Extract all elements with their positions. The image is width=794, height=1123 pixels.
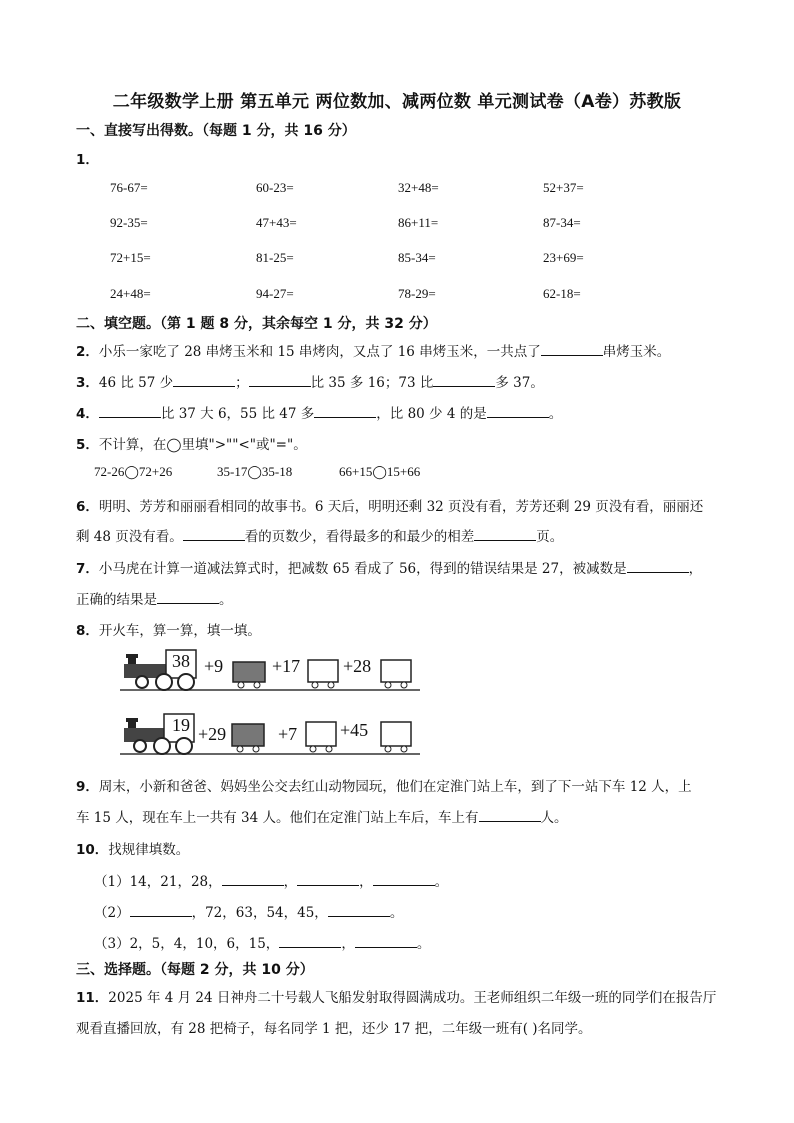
q10-number: 10． bbox=[76, 842, 109, 858]
q7-text: 小马虎在计算一道减法算式时，把减数 65 看成了 56，得到的错误结果是 27，被减数是 bbox=[98, 561, 627, 577]
q10-sequence: （3）2，5，4，10，6，15， bbox=[94, 936, 280, 952]
answer-blank[interactable] bbox=[433, 374, 495, 387]
q6-text: 剩 48 页没有看。 bbox=[76, 529, 183, 545]
q10-part-1 bbox=[94, 870, 448, 890]
answer-blank[interactable] bbox=[130, 904, 192, 917]
q9-number: 9． bbox=[76, 779, 99, 795]
q7-text: ， bbox=[688, 561, 703, 577]
calc-item: 62-18= bbox=[543, 286, 581, 301]
q4-text: ，比 80 少 4 的是 bbox=[376, 406, 487, 422]
answer-blank[interactable] bbox=[487, 405, 549, 418]
q8-text: 开火车，算一算，填一填。 bbox=[98, 623, 261, 639]
train-1 bbox=[120, 646, 420, 694]
answer-blank[interactable] bbox=[355, 935, 417, 948]
compare-item[interactable]: 72-26◯72+26 bbox=[94, 464, 173, 479]
answer-blank[interactable] bbox=[99, 405, 161, 418]
q6-text: 页。 bbox=[536, 529, 564, 545]
answer-blank[interactable] bbox=[627, 560, 689, 573]
section-1-heading: 一、直接写出得数。（每题 1 分，共 16 分） bbox=[76, 123, 356, 139]
calc-item: 86+11= bbox=[398, 215, 439, 230]
q10-part-2 bbox=[94, 901, 403, 921]
question-9 bbox=[76, 775, 692, 795]
q9-text: 周末，小新和爸爸、妈妈坐公交去红山动物园玩，他们在定淮门站上车，到了下一站下车 12 人，上 bbox=[98, 779, 692, 795]
train-operation: +7 bbox=[278, 724, 298, 744]
answer-blank[interactable] bbox=[314, 405, 376, 418]
q5-number: 5． bbox=[76, 437, 99, 453]
q3-number: 3． bbox=[76, 375, 99, 391]
answer-blank[interactable] bbox=[474, 528, 536, 541]
calc-item: 78-29= bbox=[398, 286, 436, 301]
calc-item: 24+48= bbox=[110, 286, 151, 301]
q3-text: ； bbox=[235, 375, 249, 391]
answer-blank[interactable] bbox=[373, 873, 435, 886]
q10-sequence: ，72，63，54，45， bbox=[191, 905, 328, 921]
calc-item: 23+69= bbox=[543, 250, 584, 265]
q6-number: 6． bbox=[76, 499, 99, 515]
q6-text: 看的页数少，看得最多的和最少的相差 bbox=[244, 529, 475, 545]
q11-number: 11． bbox=[76, 990, 109, 1006]
train-operation: +29 bbox=[198, 724, 227, 744]
q8-number: 8． bbox=[76, 623, 99, 639]
page-title: 二年级数学上册 第五单元 两位数加、减两位数 单元测试卷（A卷）苏教版 bbox=[112, 92, 682, 112]
question-3 bbox=[76, 371, 544, 391]
section-3-heading: 三、选择题。（每题 2 分，共 10 分） bbox=[76, 962, 314, 978]
train-start-number: 38 bbox=[172, 651, 190, 671]
comma: ， bbox=[359, 874, 373, 890]
q3-text: 多 37。 bbox=[495, 375, 544, 391]
question-5 bbox=[76, 433, 307, 453]
q11-text: 2025 年 4 月 24 日神舟二十号载人飞船发射取得圆满成功。王老师组织二年级一班的同学们在报告厅 bbox=[108, 990, 717, 1006]
question-7-cont bbox=[76, 588, 233, 608]
q4-text: 比 37 大 6，55 比 47 多 bbox=[160, 406, 315, 422]
calc-item: 85-34= bbox=[398, 250, 436, 265]
calc-item: 72+15= bbox=[110, 250, 151, 265]
calc-item: 52+37= bbox=[543, 180, 584, 195]
calc-item: 60-23= bbox=[256, 180, 294, 195]
compare-item[interactable]: 35-17◯35-18 bbox=[217, 464, 293, 479]
q5-text: 不计算，在◯里填">""<"或"="。 bbox=[98, 437, 307, 453]
q9-text: 人。 bbox=[540, 810, 568, 826]
answer-blank[interactable] bbox=[183, 528, 245, 541]
q11-text: 观看直播回放，有 28 把椅子，每名同学 1 把，还少 17 把，二年级一班有( )名同学。 bbox=[76, 1021, 592, 1037]
train-operation: +17 bbox=[272, 656, 301, 676]
question-7 bbox=[76, 557, 702, 577]
train-start-number: 19 bbox=[172, 715, 190, 735]
q4-number: 4． bbox=[76, 406, 99, 422]
question-10 bbox=[76, 838, 189, 858]
calc-item: 92-35= bbox=[110, 215, 148, 230]
question-9-cont bbox=[76, 806, 568, 826]
q7-text: 。 bbox=[219, 592, 233, 608]
calc-item: 32+48= bbox=[398, 180, 439, 195]
train-operation: +28 bbox=[343, 656, 372, 676]
q2-text: 小乐一家吃了 28 串烤玉米和 15 串烤肉，又点了 16 串烤玉米，一共点了 bbox=[98, 344, 541, 360]
train-operation: +45 bbox=[340, 720, 369, 740]
q10-part-3 bbox=[94, 932, 430, 952]
q9-text: 车 15 人，现在车上一共有 34 人。他们在定淮门站上车后，车上有 bbox=[76, 810, 479, 826]
q3-text: 比 35 多 16；73 比 bbox=[310, 375, 434, 391]
period: 。 bbox=[389, 905, 404, 921]
q2-text-end: 串烤玉米。 bbox=[602, 344, 671, 360]
calc-item: 87-34= bbox=[543, 215, 581, 230]
calc-item: 81-25= bbox=[256, 250, 294, 265]
answer-blank[interactable] bbox=[173, 374, 235, 387]
section-2-heading: 二、填空题。（第 1 题 8 分，其余每空 1 分，共 32 分） bbox=[76, 316, 437, 332]
question-2 bbox=[76, 340, 670, 360]
question-6-cont bbox=[76, 525, 563, 545]
train-2-graphic bbox=[120, 710, 420, 758]
train-operation: +9 bbox=[204, 656, 224, 676]
answer-blank[interactable] bbox=[222, 873, 284, 886]
answer-blank[interactable] bbox=[297, 873, 359, 886]
comma: ， bbox=[283, 874, 298, 890]
q10-text: 找规律填数。 bbox=[108, 842, 190, 858]
answer-blank[interactable] bbox=[249, 374, 311, 387]
q2-number: 2． bbox=[76, 344, 99, 360]
question-6 bbox=[76, 495, 703, 515]
calc-item: 47+43= bbox=[256, 215, 297, 230]
question-4 bbox=[76, 402, 562, 422]
q10-sequence: （1）14，21，28， bbox=[94, 874, 222, 890]
q1-number: 1． bbox=[76, 152, 99, 168]
train-2 bbox=[120, 710, 420, 758]
q7-number: 7． bbox=[76, 561, 99, 577]
answer-blank[interactable] bbox=[279, 935, 341, 948]
q10-sequence: （2） bbox=[94, 905, 130, 921]
q3-text: 46 比 57 少 bbox=[98, 375, 174, 391]
calc-item: 76-67= bbox=[110, 180, 148, 195]
question-11 bbox=[76, 986, 716, 1006]
calc-item: 94-27= bbox=[256, 286, 294, 301]
comma: ， bbox=[341, 936, 355, 952]
answer-blank[interactable] bbox=[479, 809, 541, 822]
question-11-cont bbox=[76, 1017, 592, 1037]
q6-text: 明明、芳芳和丽丽看相同的故事书。6 天后，明明还剩 32 页没有看，芳芳还剩 29 页没有看，丽丽还 bbox=[98, 499, 704, 515]
answer-blank[interactable] bbox=[157, 591, 219, 604]
compare-item[interactable]: 66+15◯15+66 bbox=[339, 464, 421, 479]
period: 。 bbox=[416, 936, 431, 952]
answer-blank[interactable] bbox=[541, 343, 603, 356]
answer-blank[interactable] bbox=[328, 904, 390, 917]
period: 。 bbox=[434, 874, 449, 890]
train-1-graphic bbox=[120, 646, 420, 694]
question-8 bbox=[76, 619, 261, 639]
q7-text: 正确的结果是 bbox=[76, 592, 157, 608]
q4-text: 。 bbox=[548, 406, 563, 422]
